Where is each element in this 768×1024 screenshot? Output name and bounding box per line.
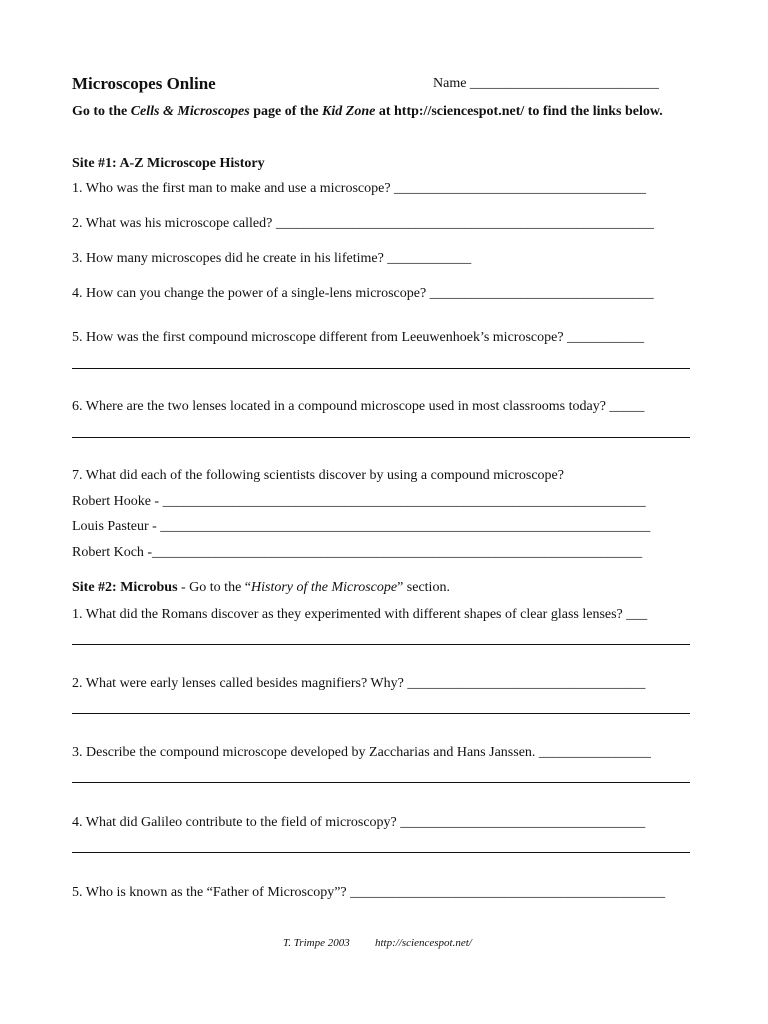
intro-kid-zone: Kid Zone bbox=[322, 104, 376, 119]
answer-line bbox=[72, 437, 690, 438]
louis-pasteur-line: Louis Pasteur - ______________________________________________________________________ bbox=[72, 519, 651, 534]
site1-question-2: 2. What was his microscope called? ______________________________________________________ bbox=[72, 216, 654, 231]
answer-line bbox=[72, 644, 690, 645]
site1-question-7: 7. What did each of the following scientists discover by using a compound microscope? bbox=[72, 468, 564, 483]
site2-question-3: 3. Describe the compound microscope developed by Zaccharias and Hans Janssen. ________________ bbox=[72, 745, 651, 760]
robert-koch-line: Robert Koch -______________________________________________________________________ bbox=[72, 545, 643, 560]
intro-cells-page: Cells & Microscopes bbox=[130, 104, 250, 119]
site2-question-4: 4. What did Galileo contribute to the field of microscopy? ___________________________________ bbox=[72, 815, 646, 830]
answer-line bbox=[72, 782, 690, 783]
site2-goto-suffix: ” section. bbox=[397, 580, 450, 595]
intro-page-of: page of the bbox=[249, 104, 323, 119]
robert-hooke-line: Robert Hooke - _____________________________________________________________________ bbox=[72, 494, 646, 509]
page-title: Microscopes Online bbox=[72, 74, 216, 93]
site1-question-1: 1. Who was the first man to make and use a microscope? ____________________________________ bbox=[72, 181, 647, 196]
site2-heading-line bbox=[72, 579, 450, 597]
site2-question-2: 2. What were early lenses called besides magnifiers? Why? __________________________________ bbox=[72, 676, 646, 691]
intro-rest: at http://sciencespot.net/ to find the links below. bbox=[375, 104, 663, 119]
site1-question-4: 4. How can you change the power of a single-lens microscope? ________________________________ bbox=[72, 286, 654, 301]
site2-goto-prefix: - Go to the “ bbox=[177, 580, 251, 595]
site2-section-name: History of the Microscope bbox=[251, 580, 398, 595]
answer-line bbox=[72, 368, 690, 369]
footer-url: http://sciencespot.net/ bbox=[375, 937, 472, 949]
intro-instructions bbox=[72, 103, 697, 121]
site2-question-5: 5. Who is known as the “Father of Microscopy”? _____________________________________________ bbox=[72, 885, 666, 900]
site1-question-3: 3. How many microscopes did he create in his lifetime? ____________ bbox=[72, 251, 472, 266]
intro-go-to: Go to the bbox=[72, 104, 131, 119]
footer-author: T. Trimpe 2003 bbox=[283, 937, 350, 949]
site1-question-6: 6. Where are the two lenses located in a compound microscope used in most classrooms today? _____ bbox=[72, 399, 645, 414]
site2-question-1: 1. What did the Romans discover as they experimented with different shapes of clear glass lenses? ___ bbox=[72, 607, 648, 622]
site1-question-5: 5. How was the first compound microscope different from Leeuwenhoek’s microscope? ___________ bbox=[72, 330, 645, 345]
site2-heading: Site #2: Microbus bbox=[72, 580, 178, 595]
site1-heading: Site #1: A-Z Microscope History bbox=[72, 156, 265, 171]
answer-line bbox=[72, 852, 690, 853]
answer-line bbox=[72, 713, 690, 714]
name-field-label: Name ___________________________ bbox=[433, 76, 659, 91]
